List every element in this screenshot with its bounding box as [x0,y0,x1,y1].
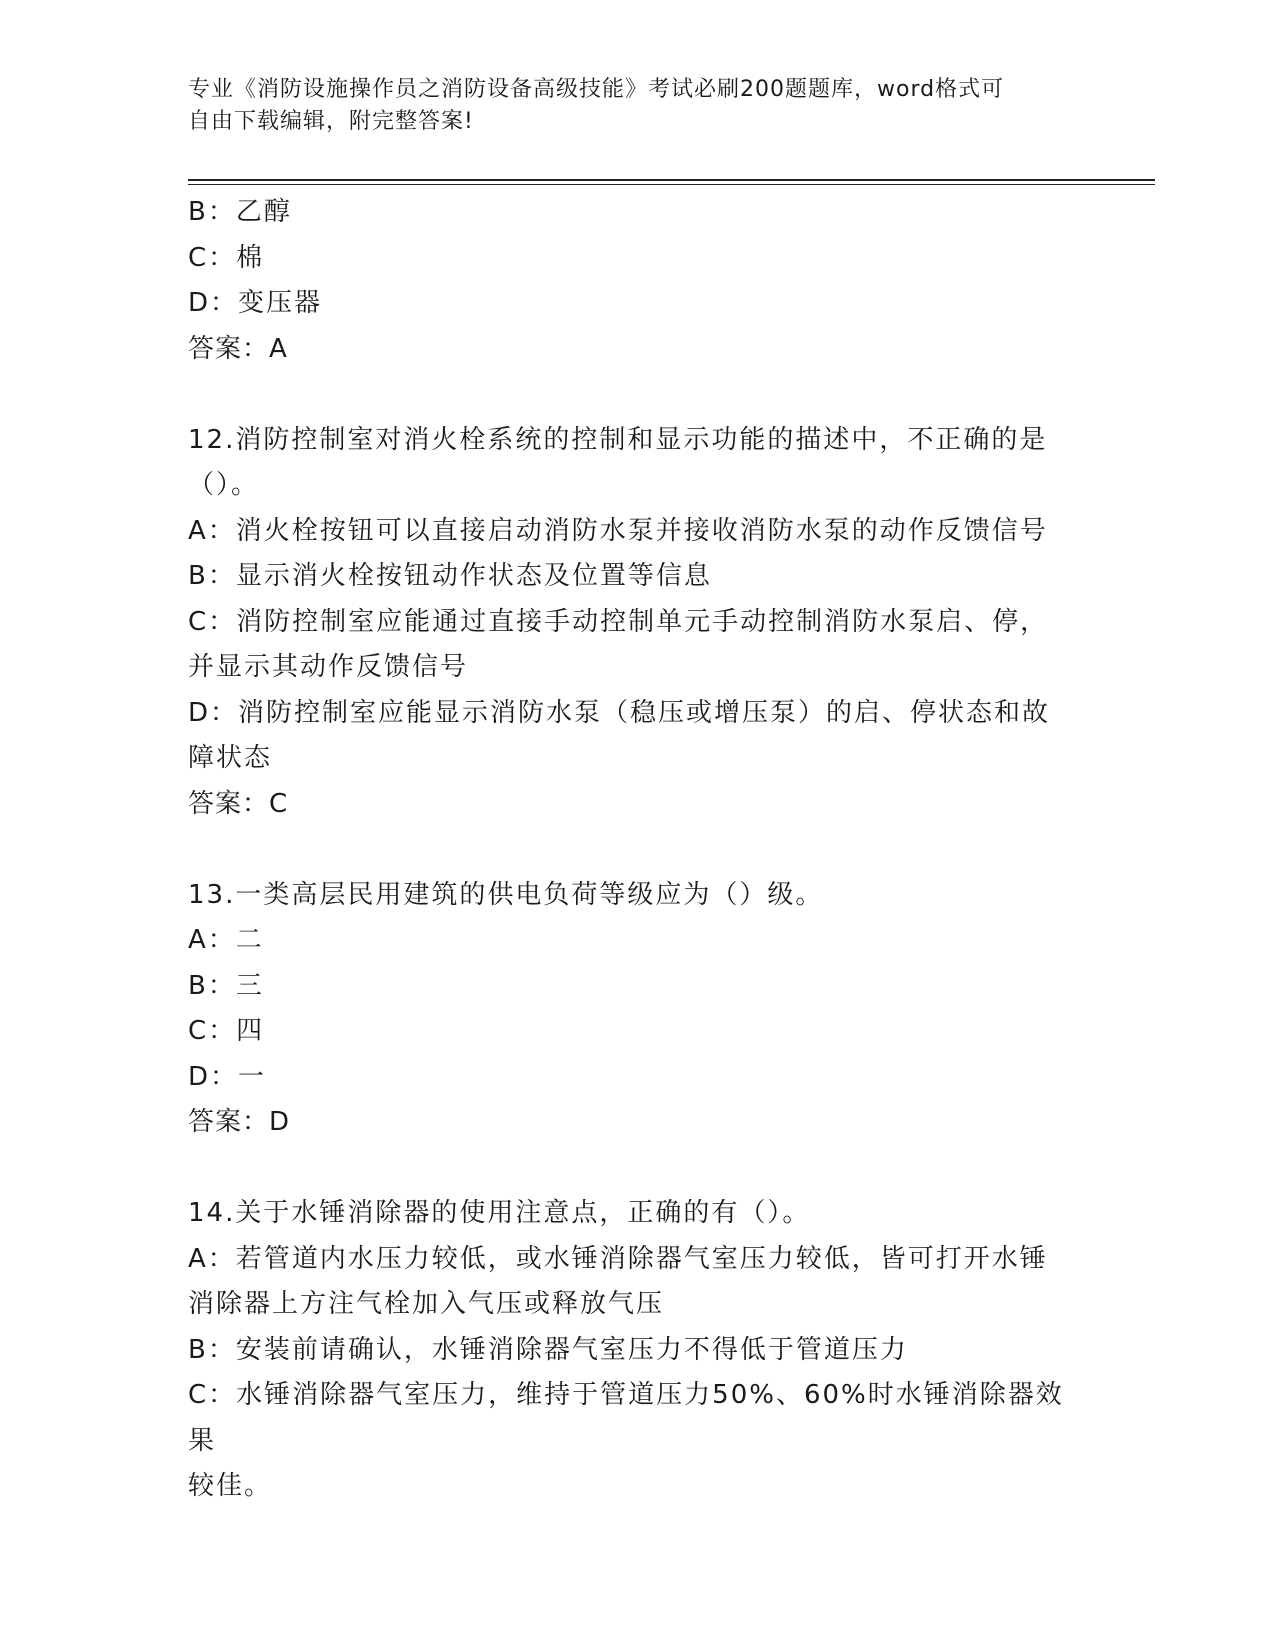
header-rule-thick [188,179,1155,181]
question-block [188,418,1088,828]
question-stem: 12.消防控制室对消火栓系统的控制和显示功能的描述中，不正确的是 [188,424,1048,455]
option-d: D：一 [188,1061,267,1092]
header-line-1: 专业《消防设施操作员之消防设备高级技能》考试必刷200题题库，word格式可 [188,77,1005,102]
answer-line: 答案：A [188,333,288,364]
question-stem: 13.一类高层民用建筑的供电负荷等级应为（）级。 [188,879,824,910]
question-block [188,873,1088,1146]
option-b: B：乙醇 [188,197,292,227]
option-a: A：二 [188,925,264,955]
option-c-cont: 并显示其动作反馈信号 [188,652,469,682]
option-d-cont: 障状态 [188,743,273,773]
option-b: B：三 [188,970,264,1001]
option-d: D：消防控制室应能显示消防水泵（稳压或增压泵）的启、停状态和故 [188,697,1051,728]
page-header [188,74,1068,138]
answer-line: 答案：D [188,1107,291,1137]
option-c-cont: 较佳。 [188,1471,273,1501]
option-c: C：棉 [188,242,265,273]
answer-line: 答案：C [188,788,289,819]
header-line-2: 自由下载编辑，附完整答案! [188,109,474,134]
document-body [188,190,1088,1510]
option-b: B：显示消火栓按钮动作状态及位置等信息 [188,561,712,591]
option-a: A：消火栓按钮可以直接启动消防水泵并接收消防水泵的动作反馈信号 [188,515,1048,546]
question-stem: 14.关于水锤消除器的使用注意点，正确的有（）。 [188,1198,811,1228]
spacer [188,827,1088,873]
option-c: C：四 [188,1016,265,1046]
option-b: B：安装前请确认，水锤消除器气室压力不得低于管道压力 [188,1334,908,1365]
spacer [188,372,1088,418]
question-stem-cont: （）。 [188,470,260,500]
option-c: C：消防控制室应能通过直接手动控制单元手动控制消防水泵启、停， [188,606,1049,637]
header-rule-thin [188,184,1155,185]
option-a-cont: 消除器上方注气栓加入气压或释放气压 [188,1289,665,1319]
question-block [188,190,1088,372]
spacer [188,1146,1088,1192]
option-d: D：变压器 [188,288,323,318]
option-a: A：若管道内水压力较低，或水锤消除器气室压力较低，皆可打开水锤 [188,1243,1048,1274]
question-block [188,1191,1088,1510]
option-c: C：水锤消除器气室压力，维持于管道压力50%、60%时水锤消除器效果 [188,1380,1064,1456]
